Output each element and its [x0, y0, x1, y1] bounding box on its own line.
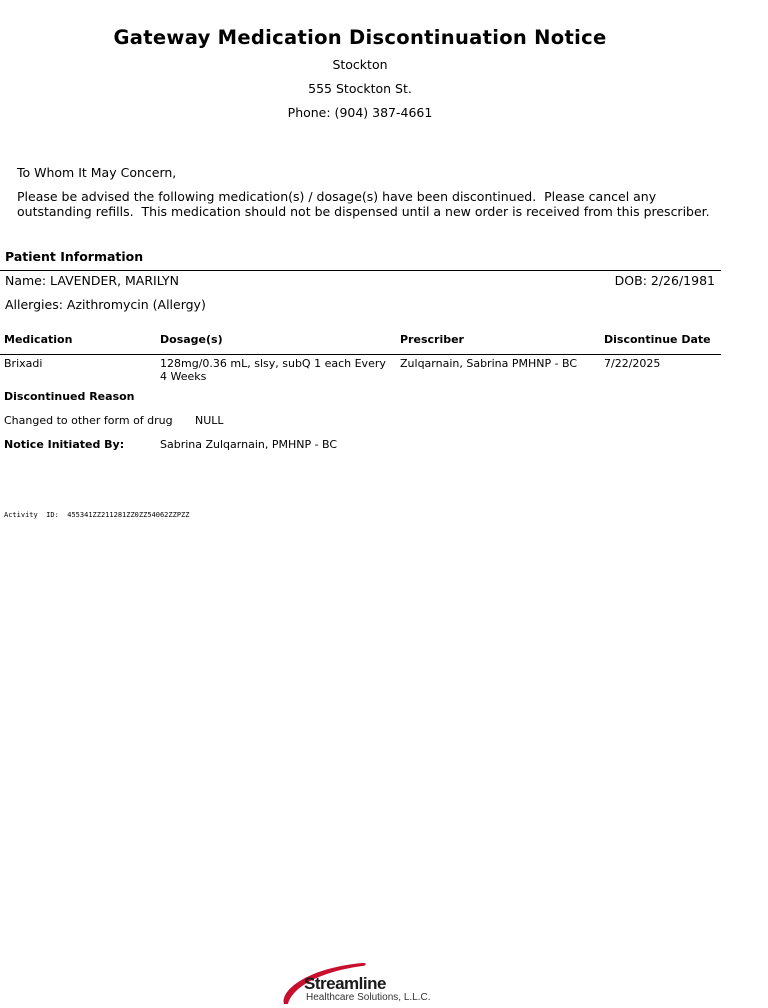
activity-id-label: ID:	[46, 511, 59, 519]
discontinued-reason-label: Discontinued Reason	[4, 390, 135, 403]
patient-name: Name: LAVENDER, MARILYN	[5, 273, 180, 288]
col-header-discontinue-date: Discontinue Date	[604, 333, 711, 346]
medication-name: Brixadi	[4, 357, 43, 370]
logo-subtitle: Healthcare Solutions, L.L.C.	[306, 992, 431, 1003]
patient-info-divider	[0, 270, 721, 271]
patient-allergies: Allergies: Azithromycin (Allergy)	[5, 297, 206, 312]
facility-name: Stockton	[332, 57, 388, 72]
facility-phone: Phone: (904) 387-4661	[287, 105, 433, 120]
medication-dosage-line-2: 4 Weeks	[160, 370, 207, 383]
notice-title: Gateway Medication Discontinuation Notice	[113, 26, 607, 49]
medication-dosage-line-1: 128mg/0.36 mL, slsy, subQ 1 each Every	[160, 357, 386, 370]
letter-line-1: Please be advised the following medication(s) / dosage(s) have been discontinued. Please cancel any	[17, 189, 657, 204]
discontinued-reason-extra: NULL	[195, 414, 224, 427]
activity-label: Activity	[4, 511, 38, 519]
patient-dob: DOB: 2/26/1981	[614, 273, 715, 288]
activity-id-line	[4, 511, 189, 519]
streamline-logo	[278, 960, 458, 1006]
medication-table-divider	[0, 354, 721, 355]
logo-name: Streamline	[304, 974, 386, 993]
medication-discontinue-date: 7/22/2025	[604, 357, 661, 370]
col-header-prescriber: Prescriber	[400, 333, 464, 346]
col-header-dosage: Dosage(s)	[160, 333, 223, 346]
facility-address: 555 Stockton St.	[308, 81, 412, 96]
salutation: To Whom It May Concern,	[17, 165, 177, 180]
activity-id-value: 455341ZZ211281ZZ0ZZ54062ZZPZZ	[67, 511, 190, 519]
initiated-by-label: Notice Initiated By:	[4, 438, 125, 451]
medication-prescriber: Zulqarnain, Sabrina PMHNP - BC	[400, 357, 578, 370]
letter-line-2: outstanding refills. This medication should not be dispensed until a new order is received from this prescriber.	[17, 204, 710, 219]
patient-info-heading: Patient Information	[5, 249, 144, 264]
col-header-medication: Medication	[4, 333, 73, 346]
discontinued-reason-value: Changed to other form of drug	[4, 414, 173, 427]
initiated-by-value: Sabrina Zulqarnain, PMHNP - BC	[160, 438, 338, 451]
